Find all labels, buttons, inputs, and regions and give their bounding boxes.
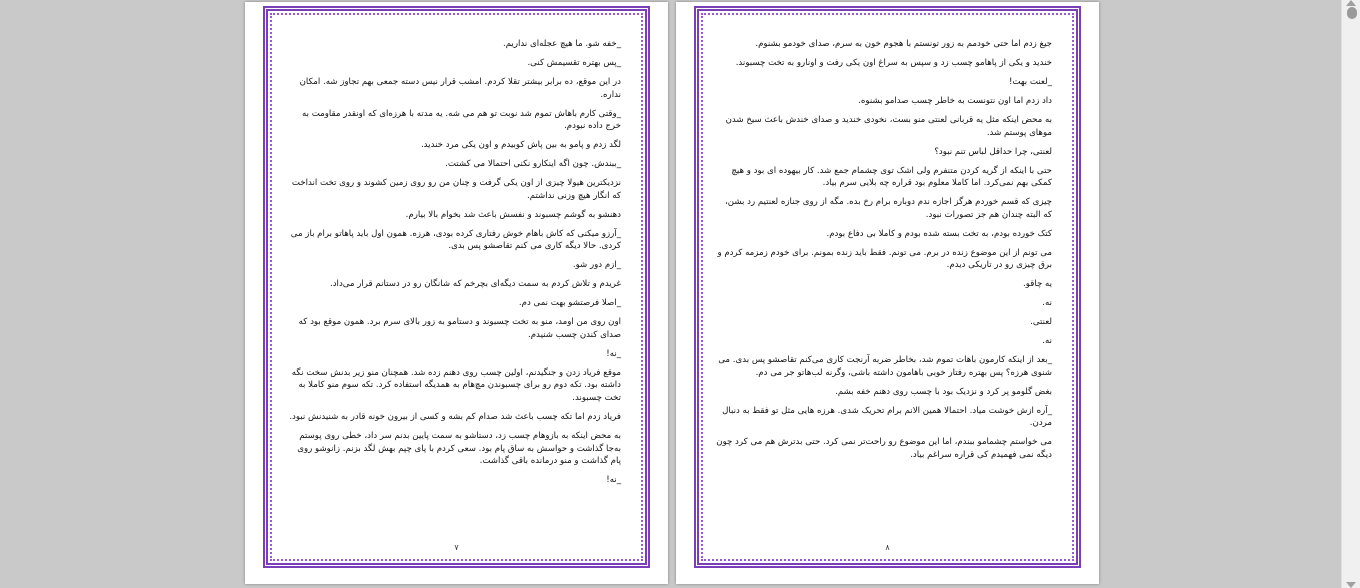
paragraph: _اصلا فرصتشو بهت نمی دم. (518, 298, 621, 309)
scroll-down-icon[interactable] (1346, 582, 1356, 588)
paragraph: حتی با اینکه از گریه کردن متنفرم ولی اشک توی چشمام جمع شد. کار بیهوده ای بود و هیچ کمکی بهم نمی‌کرد. اما کاملا معلوم بود قراره چه بلایی سرم بیاد. (731, 165, 1052, 189)
paragraph: نزدیکترین هیولا چیزی از اون یکی گرفت و چنان من رو روی زمین کشوند و روی تخت انداخت که انگار هیچ وزنی نداشتم. (291, 178, 621, 201)
paragraph: می تونم از این موضوع زنده در برم. می تونم. فقط باید زنده بمونم. برای خودم زمزمه کردم و برق چیزی رو در تاریکی دیدم. (717, 247, 1052, 271)
paragraph: می خواستم چشمامو ببندم، اما این موضوع رو راحت‌تر نمی کرد. حتی بدترش هم می کرد چون دیگه نمی فهمیدم کی قراره سراغم بیاد. (716, 437, 1052, 460)
paragraph: _ازم دور شو. (572, 260, 621, 271)
paragraph: _آره ازش خوشت میاد. احتمالا همین الانم برام تحریک شدی. هرزه هایی مثل تو فقط به دنبال مردن. (722, 405, 1052, 429)
paragraph: در این موقع، ده برابر بیشتر تقلا کردم. امشب قرار نیس دسته جمعی بهم تجاوز شه. امکان نداره. (299, 76, 621, 100)
paragraph: _آرزو میکنی که کاش باهام خوش رفتاری کرده بودی، هرزه. همون اول باید پاهاتو برام باز می کردی. حالا دیگه کاری می کنم تقاصشو پس بدی. (290, 228, 621, 252)
paragraph: دهنشو به گوشم چسبوند و نفسش باعث شد بخوام بالا بیارم. (405, 209, 621, 220)
paragraph: جیغ زدم اما حتی خودمم به زور تونستم با هجوم خون به سرم، صدای خودمو بشنوم. (755, 39, 1052, 49)
page-8 (676, 2, 1099, 584)
paragraph: لعنتی، چرا حداقل لباس تنم نبود؟ (934, 146, 1052, 157)
scroll-thumb[interactable] (1347, 7, 1357, 19)
paragraph: غریدم و تلاش کردم به سمت دیگه‌ای بچرخم که شانگان رو در دستانم قرار می‌داد. (330, 279, 621, 290)
vertical-scrollbar[interactable] (1341, 0, 1360, 588)
paragraph: بغض گلومو پر کرد و نزدیک بود با چسب روی دهنم خفه بشم. (835, 386, 1052, 397)
paragraph: به محض اینکه به بازوهام چسب زد، دستاشو به سمت پایین بدنم سر داد، خطی روی پوستم به‌جا گذاشت و حواسش به ساق پام بود. سعی کردم با پای چپم بهش لگد بزنم. زانوشو روی پام گذاشت و منو درمانده باقی گذاشت. (297, 430, 621, 467)
paragraph: فریاد زدم اما تکه چسب باعث شد صدام کم بشه و کسی از بیرون خونه قادر به شنیدنش نبود. (289, 411, 621, 422)
paragraph: _پس بهتره تقسیمش کنی. (527, 57, 621, 68)
scroll-up-icon[interactable] (1346, 0, 1356, 6)
paragraph: _ببندش. چون اگه اینکارو نکنی احتمالا می کشتت. (445, 159, 621, 170)
paragraph: کتک خورده بودم، به تخت بسته شده بودم و کاملا بی دفاع بودم. (826, 228, 1052, 239)
page-7 (245, 2, 668, 584)
paragraph: چیزی که قسم خوردم هرگز اجازه ندم دوباره برام رخ بده. مگه از روی جنازه لعنتیم رد بشن، که البته چندان هم جز تصورات نبود. (725, 197, 1052, 220)
paragraph: _نه! (606, 348, 621, 359)
paragraph: _نه! (606, 475, 621, 486)
page-number: ۷ (454, 543, 459, 552)
paragraph: خندید و یکی از پاهامو چسب زد و سپس به سراغ اون یکی رفت و اونارو به تخت چسبوند. (735, 57, 1052, 68)
page-text (285, 38, 621, 493)
paragraph: _لعنت بهت! (1008, 76, 1052, 87)
paragraph: داد زدم اما اون نتونست به خاطر چسب صدامو بشنوه. (858, 95, 1052, 106)
paragraph: لعنتی. (1030, 317, 1052, 328)
paragraph: _بعد از اینکه کارمون باهات تموم شد، بخاطر ضربه آرنجت کاری می‌کنم تقاصشو پس بدی. می شنوی هرزه؟ پس بهتره رفتار خوبی باهامون داشته باشی، وگرنه لب‌هاتو جر می دم. (718, 355, 1052, 378)
page-number: ۸ (885, 543, 890, 552)
paragraph: لگد زدم و پامو به بین پاش کوبیدم و اون یکی مرد خندید. (420, 140, 621, 151)
paragraph: یه چاقو. (1023, 279, 1052, 290)
paragraph: اون روی من اومد، منو به تخت چسبوند و دستامو به زور بالای سرم برد. همون موقع بود که صدای کندن چسب شنیدم. (298, 317, 621, 340)
paragraph: نه. (1042, 336, 1052, 347)
paragraph: _وقتی کارم باهاش تموم شد نوبت تو هم می شه. یه مدته با هرزه‌ای که اونقدر مقاومت به خرج داده نبودم. (301, 108, 621, 132)
paragraph: موقع فریاد زدن و جنگیدنم، اولین چسب روی دهنم زده شد. همچنان منو زیر بدنش سخت نگه داشته بود. تکه دوم رو برای چسبوندن مچ‌هام به همدیگه استفاده کرد. تکه سوم منو کاملا به تخت چسبوند. (291, 367, 621, 403)
paragraph: نه. (1042, 298, 1052, 309)
page-text (716, 38, 1052, 468)
paragraph: _خفه شو. ما هیچ عجله‌ای نداریم. (502, 39, 621, 49)
paragraph: به محض اینکه مثل یه قربانی لعنتی منو بست، نخودی خندید و صدای خندش باعث سیخ شدن موهای پوستم شد. (725, 114, 1052, 138)
